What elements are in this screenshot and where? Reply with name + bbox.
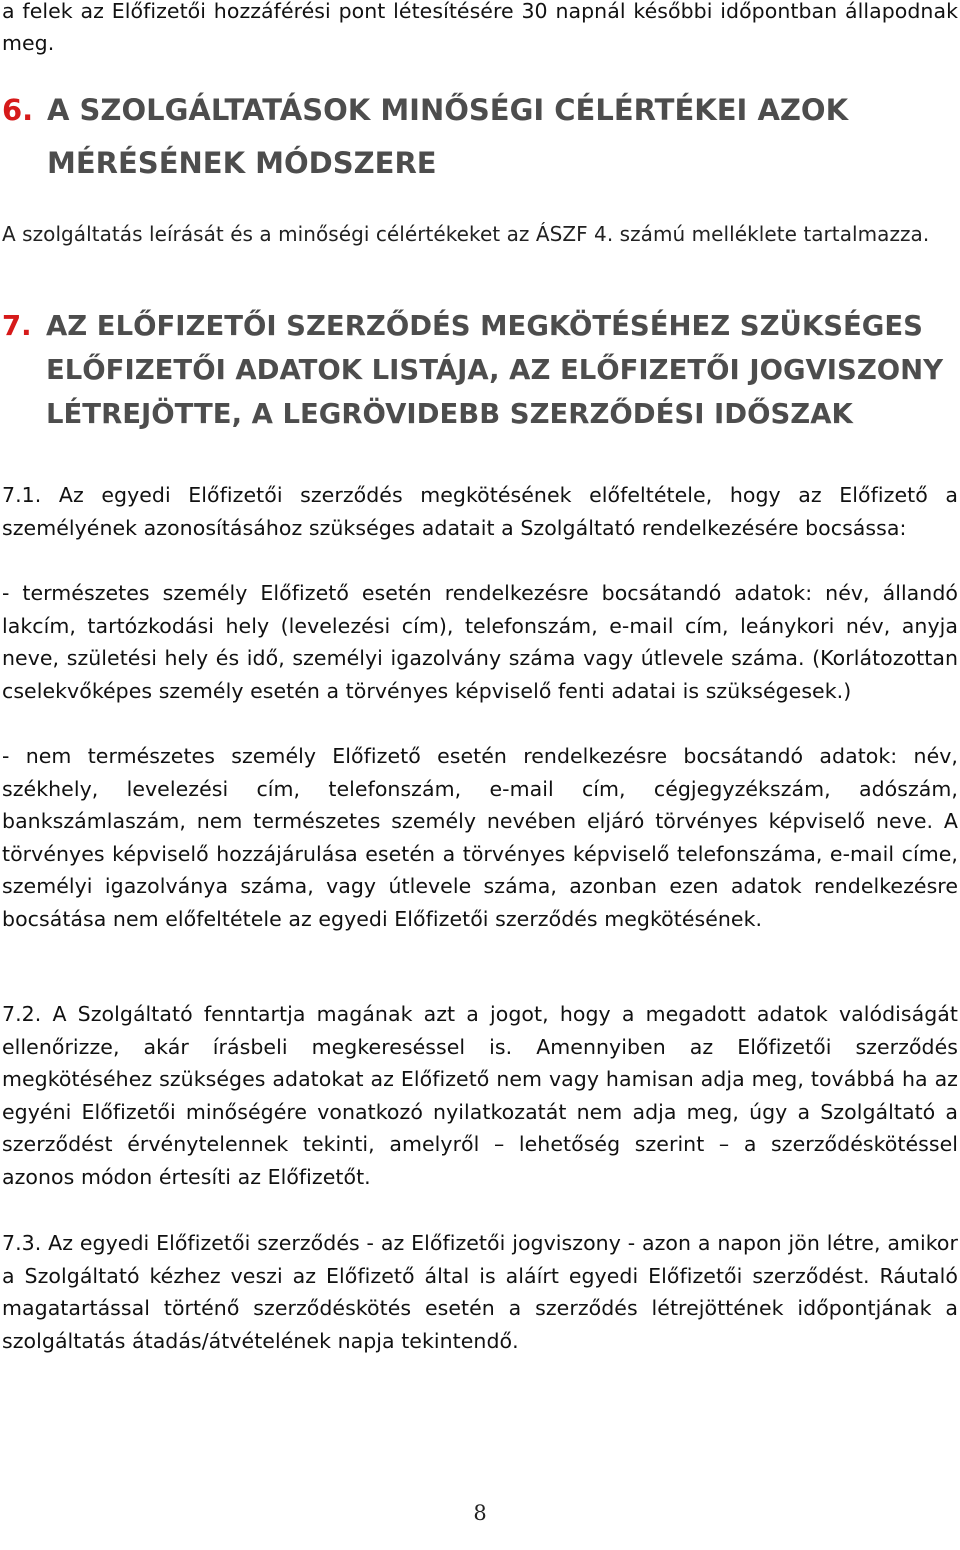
paragraph-7-2: 7.2. A Szolgáltató fenntartja magának azt a jogot, hogy a megadott adatok valódiságát ellenőrizze, akár írásbeli megkereséssel is. Amennyiben az Előfizetői szerződés megkötéséhez szükséges adatokat az Előfizető nem vagy hamisan adja meg, továbbá ha az egyéni Előfizetői minőségére vonatkozó nyilatkozatát nem adja meg, úgy a Szolgáltató a szerződést érvénytelennek tekinti, amelyről – lehetőség szerint – a szerződéskötéssel azonos módon értesíti az Előfizetőt.: [2, 1002, 958, 1189]
intro-paragraph: a felek az Előfizetői hozzáférési pont létesítésére 30 napnál későbbi időpontban állapodnak meg.: [2, 0, 958, 55]
paragraph-7-3: 7.3. Az egyedi Előfizetői szerződés - az Előfizetői jogviszony - azon a napon jön létre, amikor a Szolgáltató kézhez veszi az Előfizető által is aláírt egyedi Előfizetői szerződést. Ráutaló magatartással történő szerződéskötés esetén a szerződés létrejöttének időpontjának a szolgáltatás átadás/átvételének napja tekintendő.: [2, 1231, 958, 1353]
section-7-number: 7.: [2, 310, 32, 342]
section-6-body: A szolgáltatás leírását és a minőségi célértékeket az ÁSZF 4. számú melléklete tartalmazza.: [2, 222, 930, 246]
section-6-title: A SZOLGÁLTATÁSOK MINŐSÉGI CÉLÉRTÉKEI AZOK MÉRÉSÉNEK MÓDSZERE: [47, 93, 849, 180]
paragraph-7-1: 7.1. Az egyedi Előfizetői szerződés megkötésének előfeltétele, hogy az Előfizető a személyének azonosításához szükséges adatait a Szolgáltató rendelkezésére bocsássa:: [2, 483, 958, 540]
page-number: 8: [473, 1501, 487, 1525]
paragraph-7-1-legal-person: - nem természetes személy Előfizető esetén rendelkezésre bocsátandó adatok: név, székhely, levelezési cím, telefonszám, e-mail cím, cégjegyzékszám, adószám, bankszámlaszám, nem természetes személy nevében eljáró törvényes képviselő neve. A törvényes képviselő hozzájárulása esetén a törvényes képviselő telefonszáma, e-mail címe, személyi igazolványa száma, vagy útlevele száma, azonban ezen adatok rendelkezésre bocsátása nem előfeltétele az egyedi Előfizetői szerződés megkötésének.: [2, 744, 958, 931]
section-6-number: 6.: [2, 93, 34, 127]
section-7-heading: [2, 304, 958, 436]
section-7-title: AZ ELŐFIZETŐI SZERZŐDÉS MEGKÖTÉSÉHEZ SZÜKSÉGES ELŐFIZETŐI ADATOK LISTÁJA, AZ ELŐFIZETŐI JOGVISZONY LÉTREJÖTTE, A LEGRÖVIDEBB SZERZŐDÉSI IDŐSZAK: [46, 310, 944, 430]
paragraph-7-1-natural-person: - természetes személy Előfizető esetén rendelkezésre bocsátandó adatok: név, állandó lakcím, tartózkodási hely (levelezési cím), telefonszám, e-mail cím, leánykori név, anyja neve, születési hely és idő, személyi igazolvány száma vagy útlevele száma. (Korlátozottan cselekvőképes személy esetén a törvényes képviselő fenti adatai is szükségesek.): [2, 581, 958, 703]
section-6-heading: [2, 84, 958, 190]
